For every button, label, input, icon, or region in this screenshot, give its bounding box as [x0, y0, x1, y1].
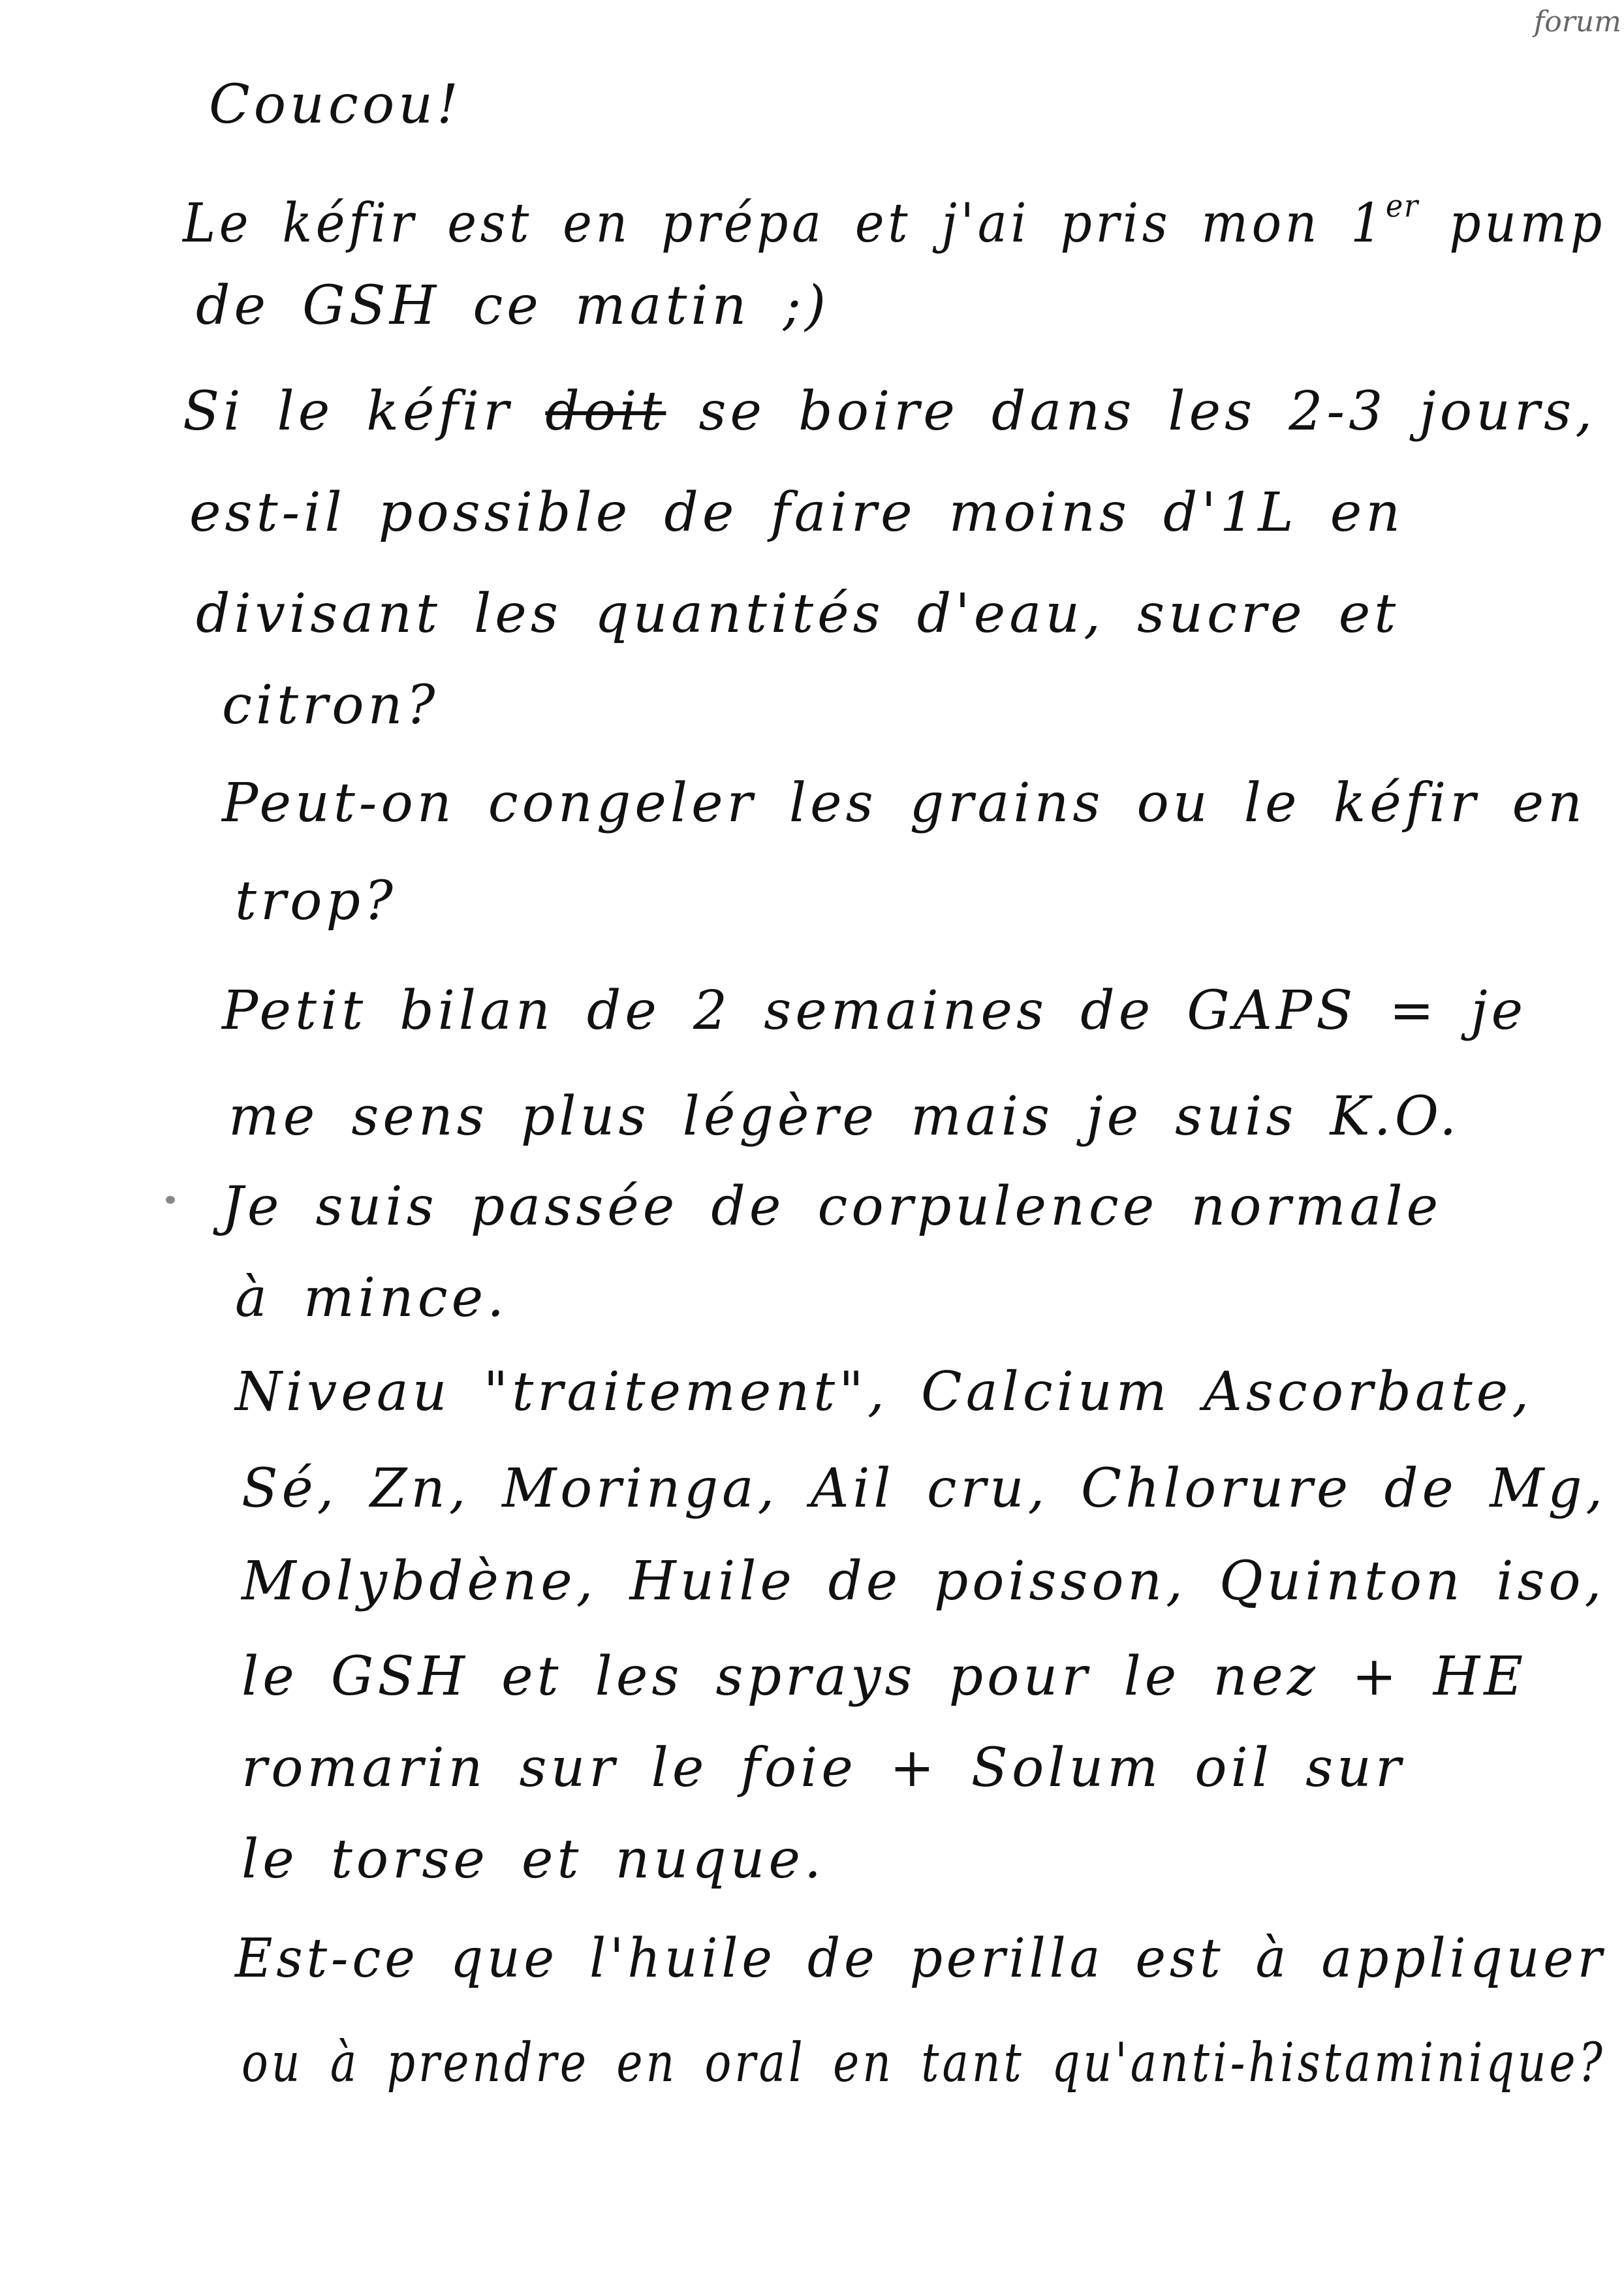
text-line-18: romarin sur le foie + Solum oil sur [242, 1737, 1405, 1799]
text-line-4-part-b: se boire dans les 2-3 jours, [666, 381, 1597, 443]
text-line-2-part-a: Le kéfir est en prépa et j'ai pris mon 1 [183, 193, 1386, 255]
text-line-20: Est-ce que l'huile de perilla est à appliquer [235, 1928, 1606, 1990]
text-line-7: citron? [222, 674, 439, 736]
text-line-15: Sé, Zn, Moringa, Ail cru, Chlorure de Mg, [242, 1458, 1607, 1520]
text-line-17: le GSH et les sprays pour le nez + HE [242, 1646, 1527, 1708]
text-line-2-part-b: pump [1419, 193, 1606, 255]
crossed-out-word: doit [545, 381, 666, 443]
text-line-3: de GSH ce matin ;) [196, 275, 830, 337]
text-line-4-part-a: Si le kéfir [183, 381, 546, 443]
text-line-12: Je suis passée de corpulence normale [222, 1176, 1443, 1238]
text-line-6: divisant les quantités d'eau, sucre et [196, 583, 1400, 645]
text-line-2 [183, 188, 1606, 255]
text-line-16: Molybdène, Huile de poisson, Quinton iso, [242, 1550, 1606, 1612]
text-line-9: trop? [235, 870, 397, 932]
text-line-5: est-il possible de faire moins d'1L en [189, 482, 1405, 544]
text-line-11: me sens plus légère mais je suis K.O. [228, 1086, 1461, 1148]
corner-note: forum [1534, 5, 1621, 39]
text-line-14: Niveau "traitement", Calcium Ascorbate, [235, 1361, 1533, 1423]
text-line-13: à mince. [235, 1267, 508, 1329]
text-line-19: le torse et nuque. [242, 1828, 826, 1890]
text-line-21: ou à prendre en oral en tant qu'anti-histaminique? [242, 2032, 1606, 2094]
greeting-line: Coucou! [209, 74, 462, 136]
text-line-2-superscript: er [1385, 188, 1420, 225]
text-line-10: Petit bilan de 2 semaines de GAPS = je [222, 980, 1527, 1042]
ink-dot [166, 1196, 175, 1204]
text-line-8: Peut-on congeler les grains ou le kéfir en [222, 772, 1586, 834]
text-line-4 [183, 381, 1597, 443]
